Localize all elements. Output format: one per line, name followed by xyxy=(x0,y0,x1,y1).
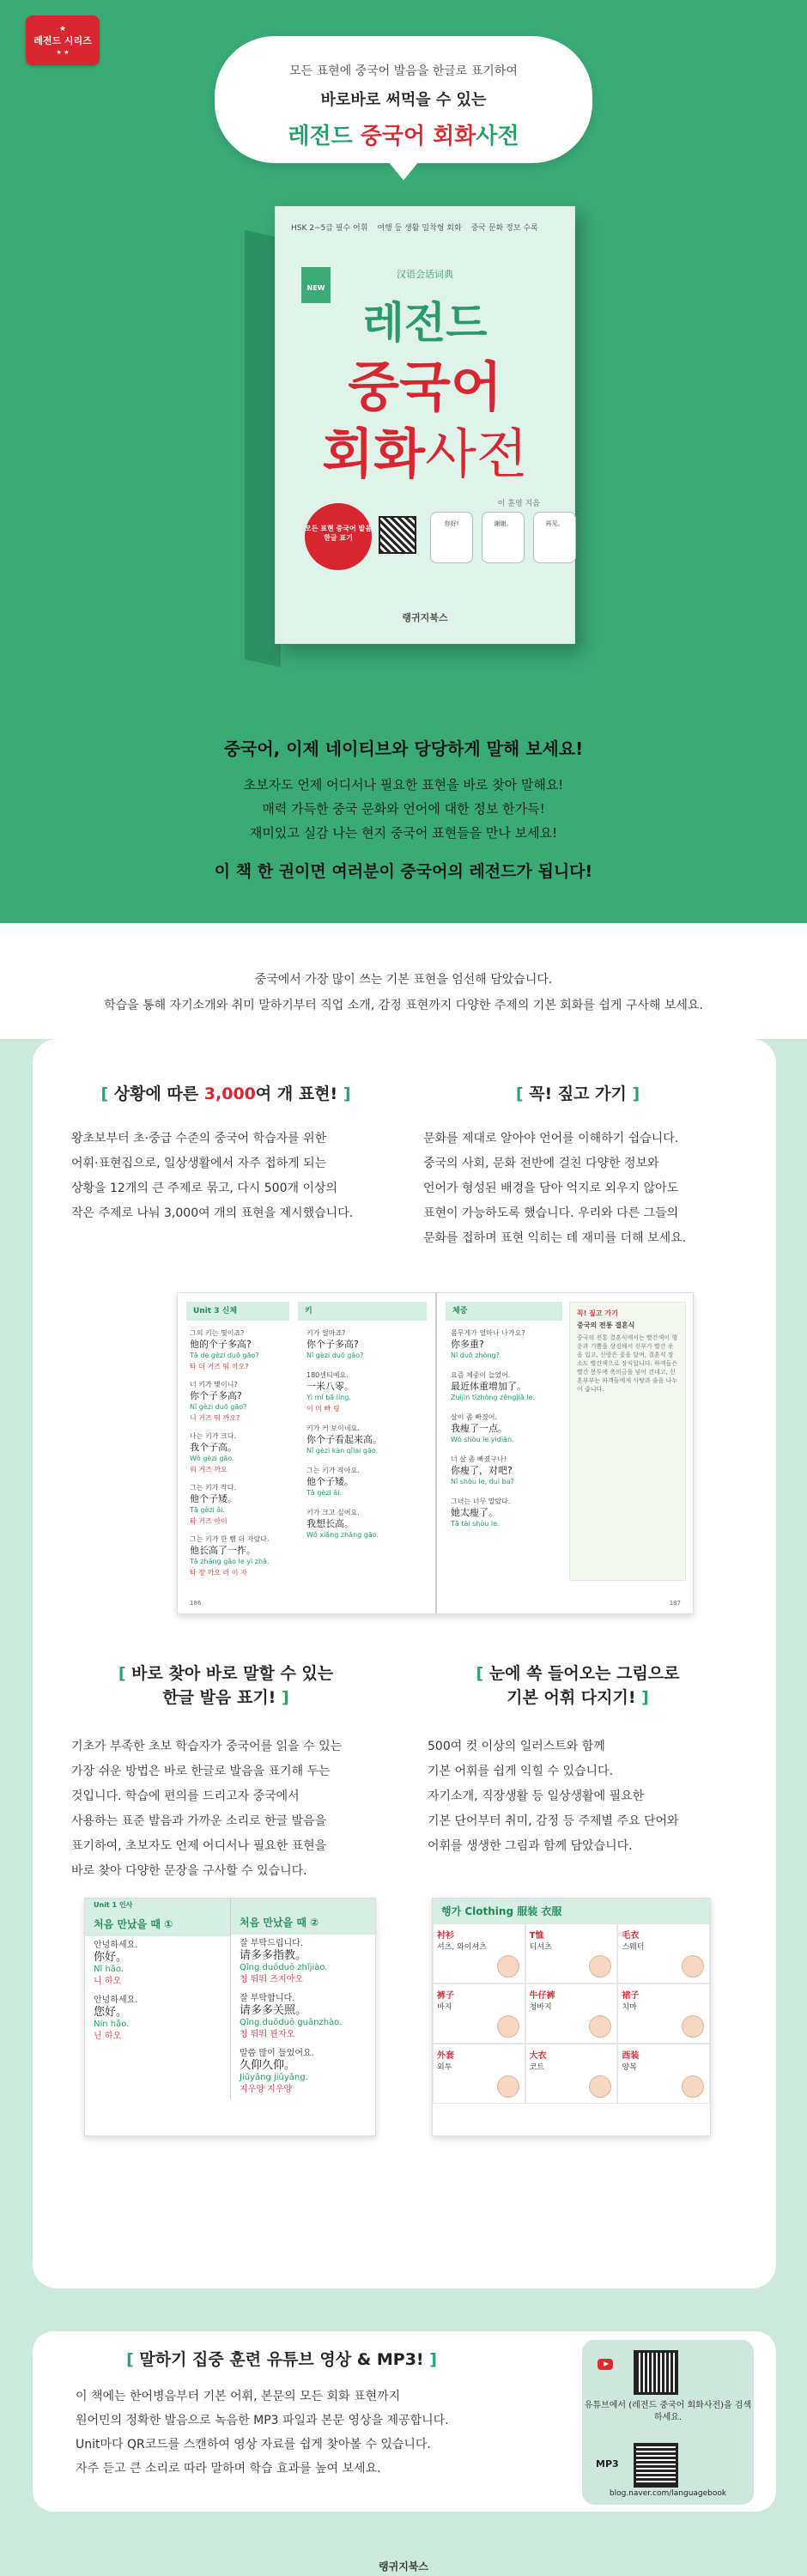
item-zh: 他个子矮。 xyxy=(306,1476,354,1487)
vocab-cell xyxy=(433,1923,525,1984)
spread-item xyxy=(451,1370,566,1403)
vocab-cell xyxy=(525,2044,618,2104)
item-py: Tā gèzi ǎi. xyxy=(306,1489,342,1497)
spread-left-column xyxy=(190,1327,297,1578)
book-title-3 xyxy=(276,411,574,488)
item-zh: 他个子矮。 xyxy=(190,1493,237,1504)
spread-item xyxy=(190,1482,297,1527)
item-zh: 他的个子多高? xyxy=(190,1339,252,1350)
feature-1-line: 어휘·표현집으로, 일상생활에서 자주 접하게 되는 xyxy=(71,1157,327,1170)
item-zh: 一米八零。 xyxy=(306,1381,354,1392)
row-ko: 잘 부탁드립니다. xyxy=(240,1939,303,1948)
vocab-meaning: 스웨터 xyxy=(622,1943,645,1952)
item-ko: 그는 키가 작아요. xyxy=(306,1467,360,1474)
row-py: Qǐng duōduō zhǐjiào. xyxy=(240,1963,328,1972)
bracket: ] xyxy=(635,1688,649,1707)
mini-row xyxy=(231,2044,375,2099)
spread-gutter xyxy=(435,1293,437,1613)
phrase-card: 你好! xyxy=(430,512,473,563)
page-number-left: 186 xyxy=(190,1600,202,1607)
bracket: [ xyxy=(515,1084,530,1103)
vocab-meaning: 양복 xyxy=(622,2063,637,2072)
hero-description xyxy=(0,773,807,845)
badge-stars-small: ★ ★ xyxy=(56,49,70,56)
item-py: Tā gèzi ǎi. xyxy=(190,1506,225,1514)
item-py: Tā zhǎng gāo le yì zhǎ. xyxy=(190,1558,270,1565)
bracket: [ xyxy=(126,2350,140,2369)
feature-3-line: 것입니다. 학습에 편의를 드리고자 중국에서 xyxy=(71,1789,300,1803)
item-py: Nǐ duō zhòng? xyxy=(451,1352,500,1359)
item-ko: 그의 키는 몇이죠? xyxy=(190,1329,245,1337)
item-zh: 他长高了一拃。 xyxy=(190,1545,256,1556)
item-ko: 180센티예요. xyxy=(306,1371,349,1379)
item-py: Yì mǐ bā líng. xyxy=(306,1394,351,1401)
item-ko: 나는 키가 크다. xyxy=(190,1432,236,1440)
youtube-line: 자주 듣고 큰 소리로 따라 말하며 학습 효과를 높여 보세요. xyxy=(76,2462,381,2476)
feature-4-title-a: 눈에 쏙 들어오는 그림으로 xyxy=(488,1664,680,1683)
youtube-qr-code[interactable] xyxy=(634,2350,678,2395)
row-ko: 잘 부탁합니다. xyxy=(240,1994,295,2003)
feature-1-title-a: 상황에 따른 xyxy=(113,1084,204,1103)
hero-closing: 이 책 한 권이면 여러분이 중국어의 레전드가 됩니다! xyxy=(214,862,593,881)
vocab-meaning: 코트 xyxy=(529,2063,545,2072)
item-ko: 키가 크고 싶어요. xyxy=(306,1509,360,1516)
speech-bubble xyxy=(215,36,592,163)
feature-4-title-b: 기본 어휘 다지기! xyxy=(507,1688,636,1707)
book-title-2: 중국어 xyxy=(348,355,502,418)
item-py: Nǐ gèzi kàn qǐlai gāo. xyxy=(306,1447,379,1455)
row-kr: 지우양 지우양 xyxy=(240,2085,293,2094)
book-publisher: 랭귀지북스 xyxy=(402,612,448,623)
row-zh: 请多多关照。 xyxy=(240,2004,307,2017)
new-tag: NEW xyxy=(301,267,331,303)
vocab-word: 裤子 xyxy=(437,1991,454,2001)
item-ko: 요즘 체중이 늘었어. xyxy=(451,1371,511,1379)
spread-right-column xyxy=(451,1327,566,1529)
book-cards xyxy=(430,512,576,563)
hero-desc-line: 매력 가득한 중국 문화와 언어에 대한 정보 한가득! xyxy=(262,801,545,817)
item-kr: 니 거즈 뚸 까오? xyxy=(190,1414,240,1422)
feature-2-line: 문화를 접하며 표현 익히는 데 재미를 더해 보세요. xyxy=(423,1231,687,1245)
vocab-word: 牛仔裤 xyxy=(529,1991,555,2001)
feature-4-line: 기본 어휘를 쉽게 익힐 수 있습니다. xyxy=(428,1765,614,1778)
mini1-headers xyxy=(85,1899,375,2099)
feature-2-title xyxy=(410,1082,745,1106)
spread-item xyxy=(451,1496,566,1529)
feature-2-line: 표현이 가능하도록 했습니다. 우리와 다른 그들의 xyxy=(423,1206,679,1220)
row-kr: 칭 뚸뚸 즈지아오 xyxy=(240,1975,303,1984)
bracket: ] xyxy=(276,1688,289,1707)
item-py: Wǒ shòu le yìdiǎn. xyxy=(451,1436,514,1443)
feature-4-line: 자기소개, 직장생활 등 일상생활에 필요한 xyxy=(428,1789,645,1803)
phrase-card: 再见。 xyxy=(533,512,576,563)
clothing-illustration-icon xyxy=(589,2015,611,2038)
feature-3-line: 바로 찾아 다양한 문장을 구사할 수 있습니다. xyxy=(71,1864,307,1878)
feature-1-line: 작은 주제로 나눠 3,000여 개의 표현을 제시했습니다. xyxy=(71,1206,354,1220)
intro-line: 학습을 통해 자기소개와 취미 말하기부터 직업 소개, 감정 표현까지 다양한 주제의 기본 회화를 쉽게 구사해 보세요. xyxy=(104,999,703,1012)
row-zh: 请多多指教。 xyxy=(240,1949,307,1962)
sample-page-pronunciation xyxy=(84,1898,376,2136)
vocab-word: 裙子 xyxy=(622,1991,640,2001)
vocab-meaning: 청바지 xyxy=(529,2003,552,2012)
row-kr: 니 하오 xyxy=(94,1977,122,1986)
mini1-col-a xyxy=(85,1899,230,2099)
feature-3-line: 사용하는 표준 발음과 가까운 소리로 한글 발음을 xyxy=(71,1814,327,1828)
feature-3-title-b: 한글 발음 표기! xyxy=(162,1688,276,1707)
book-cover xyxy=(275,206,575,644)
youtube-line: 이 책에는 한어병음부터 기본 어휘, 본문의 모든 회화 표현까지 xyxy=(76,2390,401,2403)
culture-sidebar xyxy=(569,1302,686,1581)
item-py: Nǐ shòu le, duì ba? xyxy=(451,1478,514,1485)
feature-1-line: 상황을 12개의 큰 주제로 묶고, 다시 500개 이상의 xyxy=(71,1182,338,1195)
features-card xyxy=(33,1039,776,2288)
feature-3-line: 가장 쉬운 방법은 바로 한글로 발음을 표기해 두는 xyxy=(71,1765,331,1778)
clothing-illustration-icon xyxy=(682,2015,704,2038)
row-py: Nín hǎo. xyxy=(94,2020,130,2029)
intro-text xyxy=(0,967,807,1018)
vocab-cell xyxy=(433,1984,525,2044)
vocab-cell xyxy=(617,1984,710,2044)
vocab-meaning: 티셔츠 xyxy=(529,1943,552,1952)
mp3-label: MP3 xyxy=(596,2458,619,2470)
features-panel xyxy=(0,1039,807,2576)
item-kr: 타 장 까오 러 이 자 xyxy=(190,1569,247,1577)
mini1-head-b: 처음 만났을 때 ② xyxy=(231,1910,375,1935)
row-ko: 말씀 많이 들었어요. xyxy=(240,2049,314,2058)
spread-right-header: 체중 xyxy=(446,1302,562,1321)
item-zh: 你个子多高? xyxy=(190,1390,242,1401)
book-subtitle: 汉语会话词典 xyxy=(397,269,453,280)
feature-3-title-a: 바로 찾아 바로 말할 수 있는 xyxy=(131,1664,334,1683)
vocab-cell xyxy=(433,2044,525,2104)
bracket: ] xyxy=(423,2350,437,2369)
bracket: ] xyxy=(337,1084,351,1103)
mini-row xyxy=(231,1935,375,1990)
vocab-word: T恤 xyxy=(529,1931,544,1941)
feature-3-title xyxy=(58,1662,393,1710)
blog-url[interactable]: blog.naver.com/languagebook xyxy=(609,2489,727,2498)
spread-item xyxy=(306,1507,427,1540)
item-ko: 그녀는 너무 말랐다. xyxy=(451,1498,511,1505)
feature-1-title-num: 3,000 xyxy=(203,1084,256,1103)
vocab-word: 外套 xyxy=(437,2051,454,2061)
row-zh: 久仰久仰。 xyxy=(240,2059,296,2072)
mini2-title: 행가 Clothing 服装 衣服 xyxy=(433,1899,710,1923)
feature-2-title-text: 꼭! 짚고 가기 xyxy=(529,1084,627,1103)
book-feature: HSK 2~5급 필수 어휘 xyxy=(291,224,368,233)
spread-item xyxy=(306,1423,427,1456)
youtube-body xyxy=(76,2385,449,2481)
vocab-meaning: 바지 xyxy=(437,2003,452,2012)
feature-3-line: 표기하여, 초보자도 언제 어디서나 필요한 표현을 xyxy=(71,1839,327,1853)
vocab-meaning: 셔츠, 와이셔츠 xyxy=(437,1943,487,1952)
feature-2-line: 언어가 형성된 배경을 담아 억지로 외우지 않아도 xyxy=(423,1182,679,1195)
youtube-play-icon xyxy=(598,2359,613,2370)
item-ko: 키가 커 보이네요. xyxy=(306,1425,360,1432)
item-zh: 你多重? xyxy=(451,1339,484,1350)
feature-2-line: 문화를 제대로 알아야 언어를 이해하기 쉽습니다. xyxy=(423,1132,679,1145)
feature-2-line: 중국의 사회, 문화 전반에 걸친 다양한 정보와 xyxy=(423,1157,659,1170)
spread-left-header: Unit 3 신체 xyxy=(186,1302,289,1321)
vocab-word: 大衣 xyxy=(529,2051,547,2061)
book-feature: 중국 문화 정보 수록 xyxy=(470,224,538,233)
youtube-title-text: 말하기 집중 훈련 유튜브 영상 & MP3! xyxy=(139,2350,424,2369)
mini-row xyxy=(85,1991,230,2046)
mini1-unit-spacer xyxy=(231,1899,375,1910)
item-py: Nǐ gèzi duō gāo? xyxy=(306,1352,364,1359)
feature-4-body xyxy=(428,1735,679,1859)
vocab-cell xyxy=(525,1923,618,1984)
clothing-illustration-icon xyxy=(497,1955,519,1978)
spread-item xyxy=(190,1534,297,1578)
row-kr: 닌 하오 xyxy=(94,2032,122,2041)
spread-item xyxy=(306,1370,427,1414)
row-py: Jiǔyǎng jiǔyǎng. xyxy=(240,2073,308,2082)
bubble-line-3c: 사전 xyxy=(476,124,519,149)
row-zh: 您好。 xyxy=(94,2006,128,2019)
vocab-meaning: 치마 xyxy=(622,2003,637,2012)
mini-row xyxy=(85,1936,230,1991)
feature-4-title xyxy=(410,1662,745,1710)
bubble-line-3a: 레전드 xyxy=(288,124,361,149)
vocab-word: 西装 xyxy=(622,2051,640,2061)
phrase-card: 谢谢。 xyxy=(482,512,525,563)
item-ko: 너 살 좀 빠졌구나! xyxy=(451,1455,507,1463)
item-py: Tā tài shòu le. xyxy=(451,1520,500,1528)
culture-sidebar-text: 중국의 전통 결혼식에서는 빨간색이 행운과 기쁨을 상징해서 신부가 빨간 옷을 입고, 신랑은 꽃을 달며, 결혼식 장소도 빨간색으로 장식합니다. 하객들은 빨간 봉투에 축의금을 넣어 건네고, 신혼부부는 하객들에게 사탕과 술을 나누어 줍니다. xyxy=(577,1334,678,1393)
item-py: Tā de gèzi duō gāo? xyxy=(190,1352,259,1359)
item-zh: 我个子高。 xyxy=(190,1442,237,1453)
spread-item xyxy=(190,1379,297,1424)
mini1-head-a: 처음 만났을 때 ① xyxy=(85,1911,230,1936)
item-zh: 最近体重增加了。 xyxy=(451,1381,526,1392)
mp3-qr-code[interactable] xyxy=(634,2443,678,2488)
mini1-unit: Unit 1 인사 xyxy=(85,1899,230,1911)
qr-code-panel xyxy=(582,2340,754,2505)
bubble-line-3b: 중국어 회화 xyxy=(360,124,476,149)
spread-mid-column xyxy=(306,1327,427,1540)
book-author: 이 훈영 지음 xyxy=(497,500,540,508)
sample-page-vocabulary xyxy=(432,1898,711,2136)
spread-item xyxy=(306,1465,427,1498)
vocab-cell xyxy=(617,2044,710,2104)
feature-3-line: 기초가 부족한 초보 학습자가 중국어를 읽을 수 있는 xyxy=(71,1740,343,1753)
item-ko: 살이 좀 빠졌어. xyxy=(451,1413,497,1421)
culture-sidebar-subtitle: 중국의 전통 결혼식 xyxy=(577,1321,635,1329)
vocab-meaning: 외투 xyxy=(437,2063,452,2072)
item-py: Wǒ gèzi gāo. xyxy=(190,1455,234,1462)
youtube-mp3-box xyxy=(33,2331,776,2512)
item-ko: 키가 얼마죠? xyxy=(306,1329,346,1337)
item-ko: 너 키가 몇이니? xyxy=(190,1381,238,1388)
clothing-illustration-icon xyxy=(589,2075,611,2098)
item-ko: 그는 키가 작다. xyxy=(190,1484,236,1492)
clothing-illustration-icon xyxy=(497,2015,519,2038)
spread-item xyxy=(190,1327,297,1372)
book-title-3b: 사전 xyxy=(425,422,528,485)
item-ko: 몸무게가 얼마나 나가요? xyxy=(451,1329,525,1337)
row-py: Nǐ hǎo. xyxy=(94,1965,124,1974)
feature-2-body xyxy=(423,1127,686,1251)
spread-item xyxy=(190,1431,297,1475)
spread-item xyxy=(451,1412,566,1445)
youtube-line: Unit마다 QR코드를 스캔하여 영상 자료를 쉽게 찾아볼 수 있습니다. xyxy=(76,2438,431,2451)
book-feature: 여행 등 생활 밀착형 회화 xyxy=(377,224,462,233)
badge-label: 레전드 시리즈 xyxy=(33,35,92,46)
feature-4-line: 500여 컷 이상의 일러스트와 함께 xyxy=(428,1740,605,1753)
book-spread-sample xyxy=(177,1292,694,1614)
item-zh: 她太瘦了。 xyxy=(451,1507,498,1518)
hero-section xyxy=(0,0,807,923)
page-number-right: 187 xyxy=(669,1600,681,1607)
item-kr: 이 미 빠 링 xyxy=(306,1405,340,1413)
book-title-1: 레전드 xyxy=(362,298,488,348)
vocab-word: 衬衫 xyxy=(437,1931,454,1941)
feature-4-line: 기본 단어부터 취미, 감정 등 주제별 주요 단어와 xyxy=(428,1814,679,1828)
book-feature-line xyxy=(276,207,574,235)
item-py: Nǐ gèzi duō gāo? xyxy=(190,1403,247,1411)
item-zh: 你个子多高? xyxy=(306,1339,359,1350)
hero-desc-line: 초보자도 언제 어디서나 필요한 표현을 바로 찾아 말해요! xyxy=(243,777,564,793)
feature-4-title-b-row xyxy=(410,1686,745,1710)
item-zh: 你个子看起来高。 xyxy=(306,1434,382,1445)
feature-3-body xyxy=(71,1735,342,1884)
mini1-col-b xyxy=(230,1899,375,2099)
row-zh: 你好。 xyxy=(94,1951,128,1964)
clothing-illustration-icon xyxy=(497,2075,519,2098)
pronunciation-circle-badge: 모든 표현 중국어 발음 한글 표기 xyxy=(305,503,372,570)
feature-4-line: 어휘를 생생한 그림과 함께 담았습니다. xyxy=(428,1839,633,1853)
bracket: [ xyxy=(476,1664,489,1683)
spread-item xyxy=(306,1327,427,1361)
hero-headline: 중국어, 이제 네이티브와 당당하게 말해 보세요! xyxy=(223,738,584,759)
vocab-cell xyxy=(525,1984,618,2044)
vocab-word: 毛衣 xyxy=(622,1931,640,1941)
clothing-illustration-icon xyxy=(682,1955,704,1978)
clothing-illustration-icon xyxy=(589,1955,611,1978)
feature-1-title xyxy=(58,1082,393,1106)
feature-3-title-a-row xyxy=(58,1662,393,1686)
badge-star: ★ xyxy=(58,25,67,33)
culture-sidebar-title: 꼭! 짚고 가기 xyxy=(577,1309,618,1317)
series-badge xyxy=(26,15,100,65)
youtube-qr-caption: 유튜브에서 (레전드 중국어 회화사전)을 검색하세요. xyxy=(584,2401,752,2422)
feature-4-title-a-row xyxy=(410,1662,745,1686)
bubble-line-2: 바로바로 써먹을 수 있는 xyxy=(320,91,487,109)
item-kr: 타 거즈 아이 xyxy=(190,1517,228,1525)
row-ko: 안녕하세요. xyxy=(94,1941,138,1950)
clothing-illustration-icon xyxy=(682,2075,704,2098)
book-qr-code xyxy=(379,516,416,554)
hero-desc-line: 재미있고 실감 나는 현지 중국어 표현들을 만나 보세요! xyxy=(249,825,558,841)
youtube-line: 원어민의 정확한 발음으로 녹음한 MP3 파일과 본문 영상을 제공합니다. xyxy=(76,2414,449,2427)
item-zh: 你瘦了，对吧? xyxy=(451,1465,513,1476)
vocab-grid xyxy=(433,1923,710,2104)
row-ko: 안녕하세요. xyxy=(94,1996,138,2005)
spread-item xyxy=(451,1327,566,1361)
bubble-line-1: 모든 표현에 중국어 발음을 한글로 표기하여 xyxy=(289,64,518,78)
spread-mid-header: 키 xyxy=(298,1302,427,1321)
feature-1-body xyxy=(71,1127,353,1226)
intro-line: 중국에서 가장 많이 쓰는 기본 표현을 엄선해 담았습니다. xyxy=(254,973,553,987)
vocab-cell xyxy=(617,1923,710,1984)
feature-1-title-b: 여 개 표현! xyxy=(255,1084,338,1103)
bracket: [ xyxy=(118,1664,132,1683)
spread-item xyxy=(451,1454,566,1487)
item-zh: 我瘦了一点。 xyxy=(451,1423,507,1434)
publisher-logo: 랭귀지북스 xyxy=(379,2561,428,2573)
row-py: Qǐng duōduō guānzhào. xyxy=(240,2018,343,2027)
item-py: Wǒ xiǎng zhǎng gāo. xyxy=(306,1531,379,1539)
youtube-title xyxy=(33,2347,531,2370)
item-zh: 我想长高。 xyxy=(306,1518,354,1529)
row-kr: 칭 뚸뚸 꽌자오 xyxy=(240,2030,295,2039)
item-ko: 그는 키가 한 뼘 더 자랐다. xyxy=(190,1535,270,1543)
item-kr: 타 더 거즈 뚸 까오? xyxy=(190,1363,249,1370)
item-py: Zuìjìn tǐzhòng zēngjiā le. xyxy=(451,1394,535,1401)
bubble-line-3 xyxy=(215,118,592,150)
feature-3-title-b-row xyxy=(58,1686,393,1710)
feature-1-line: 왕초보부터 초·중급 수준의 중국어 학습자를 위한 xyxy=(71,1132,327,1145)
bracket: [ xyxy=(100,1084,114,1103)
mini-row xyxy=(231,1990,375,2044)
bracket: ] xyxy=(626,1084,640,1103)
item-kr: 워 거즈 까오 xyxy=(190,1466,228,1473)
book-title-3a: 회화 xyxy=(322,422,425,485)
